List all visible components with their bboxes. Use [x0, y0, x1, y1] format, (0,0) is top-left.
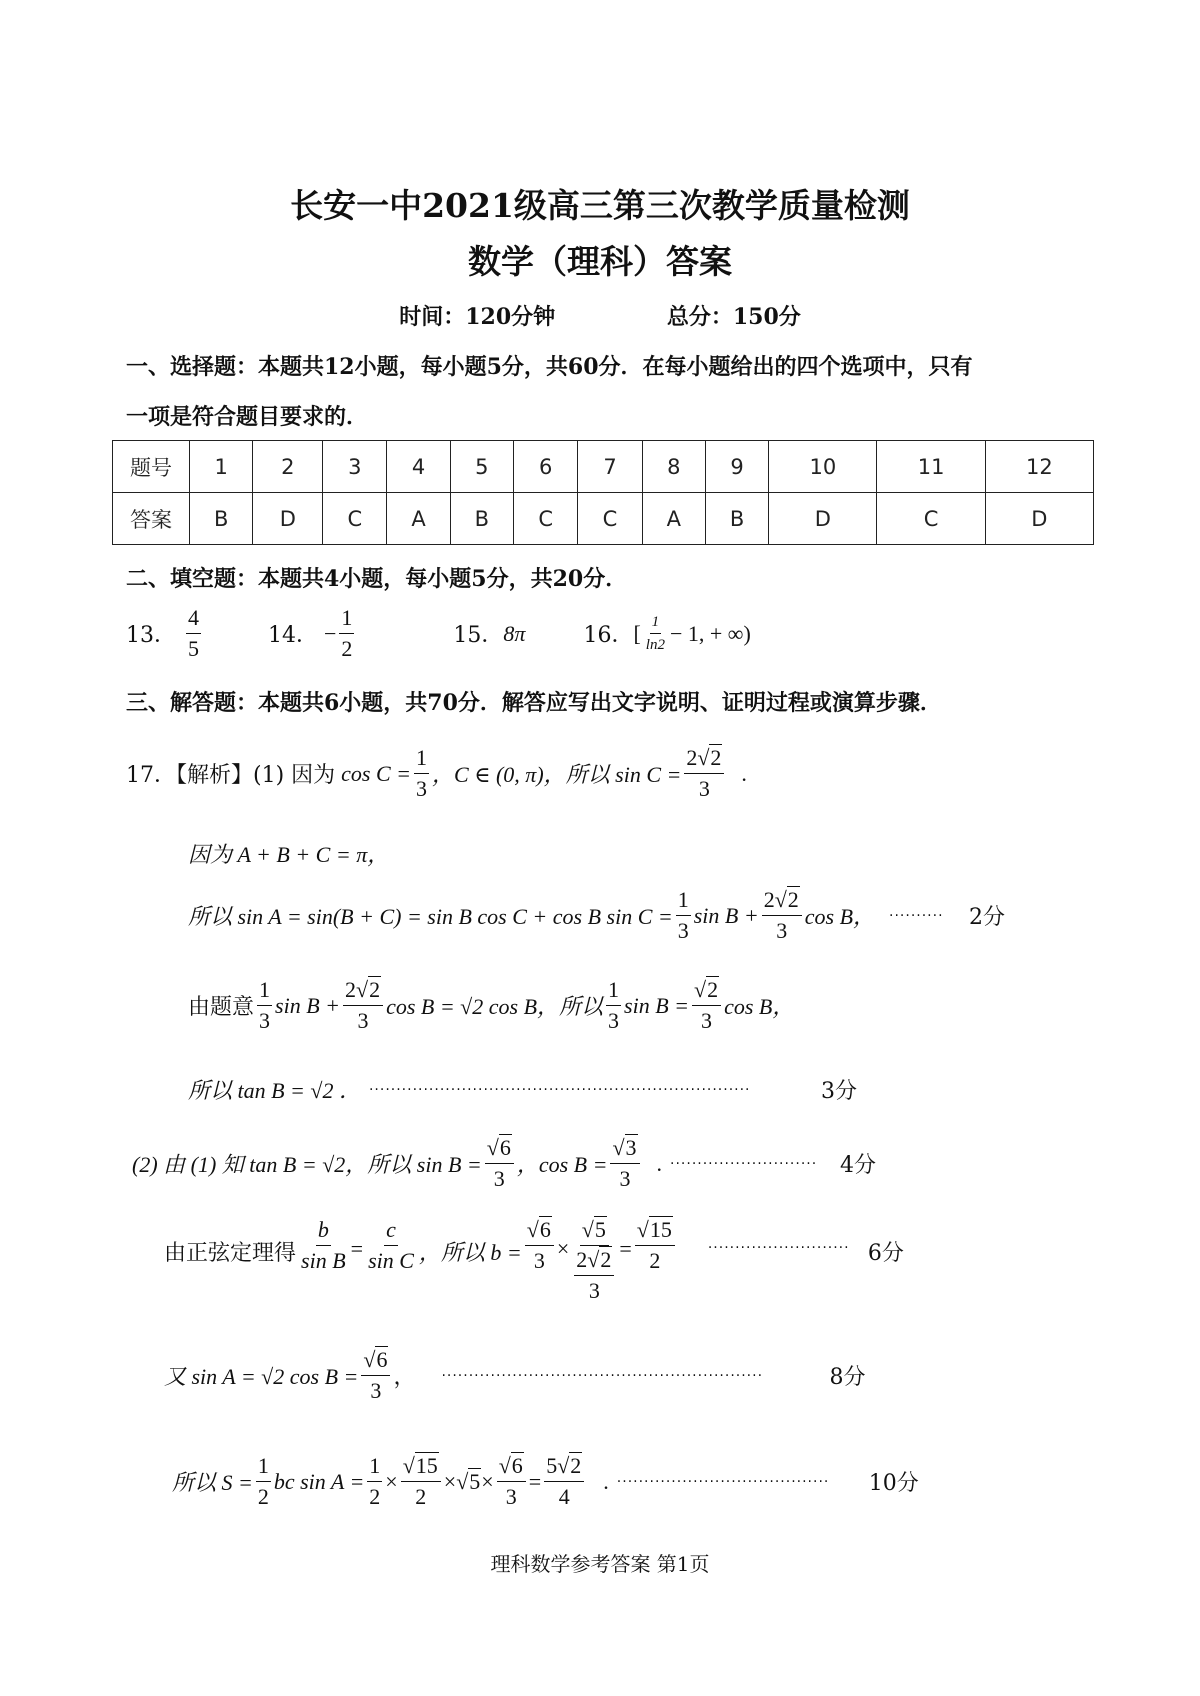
- answer-cell: C: [877, 493, 985, 545]
- question-number-cell: 9: [705, 441, 768, 493]
- section3-heading: 三、解答题：本题共6小题，共70分．解答应写出文字说明、证明过程或演算步骤．: [126, 690, 942, 716]
- exam-meta: [0, 300, 1200, 331]
- answer-cell: B: [705, 493, 768, 545]
- q17-line1: 17．【解析】(1) 因为 cos C = $\frac{1}{3}$ ，C ∈ (0, π)，所以 sin C = $\frac{2√2}{3}$ .: [126, 745, 747, 802]
- q16-denominator: ln2: [645, 637, 665, 654]
- answer-cell: D: [253, 493, 323, 545]
- q17-part2-area: 所以 S = $\frac{1}{2}$ bc sin A = $\frac{1}{2}$ × $\frac{√15}{2}$ ×√5× $\frac{√6}{3}$ = $\frac{5√2}{4}$ . ······································· 10分: [172, 1453, 919, 1510]
- answer-cell: C: [514, 493, 578, 545]
- answer-cell: D: [985, 493, 1093, 545]
- score-8: 8分: [829, 1365, 866, 1391]
- q17-label: 17．【解析】(1) 因为: [126, 763, 336, 789]
- question-number-cell: 1: [190, 441, 253, 493]
- q13-denominator: 5: [188, 636, 199, 662]
- section1-heading-line1: 一、选择题：本题共12小题，每小题5分，共60分．在每小题给出的四个选项中，只有: [126, 354, 973, 380]
- question-number-cell: 3: [323, 441, 387, 493]
- section1-heading-line2: 一项是符合题目要求的．: [126, 404, 369, 430]
- answer-cell: A: [387, 493, 450, 545]
- score-2: 2分: [969, 905, 1006, 931]
- q14-label: 14．: [268, 623, 318, 649]
- score-10: 10分: [868, 1471, 919, 1497]
- question-number-cell: 2: [253, 441, 323, 493]
- table-header-number: 题号: [113, 441, 190, 493]
- q15-label: 15．: [453, 623, 504, 649]
- question-number-cell: 6: [514, 441, 578, 493]
- score-6: 6分: [867, 1241, 904, 1266]
- question-number-cell: 11: [877, 441, 985, 493]
- q14-sign: −: [324, 620, 337, 646]
- fraction-one-third: $\frac{1}{3}$: [416, 745, 428, 802]
- answer-cell: C: [323, 493, 387, 545]
- page-footer: 理科数学参考答案 第1页: [490, 1552, 710, 1576]
- cos-c-expr: cos C =: [341, 760, 412, 786]
- q16-label: 16．: [583, 623, 634, 649]
- answer-cell: A: [642, 493, 705, 545]
- score-label: 总分：150分: [666, 304, 801, 330]
- question-number-cell: 4: [387, 441, 450, 493]
- q16-open-bracket: [: [633, 620, 641, 646]
- exam-title: 长安一中2021级高三第三次教学质量检测: [290, 186, 910, 225]
- q17-part2-line1: (2) 由 (1) 知 tan B = √2，所以 sin B = $\frac{√6}{3}$ ，cos B = $\frac{√3}{3}$ . ··························· 4分: [132, 1135, 877, 1192]
- tan-b-result: 所以 tan B = √2 ．: [188, 1078, 361, 1103]
- q16-rest: − 1, + ∞): [669, 620, 751, 646]
- q14-numerator: 1: [339, 606, 354, 634]
- answer-cell: C: [578, 493, 642, 545]
- q17-line2: 因为 A + B + C = π，: [188, 842, 390, 867]
- q17-line4: 由题意 $\frac{1}{3}$ sin B + $\frac{2√2}{3}$ cos B = √2 cos B，所以 $\frac{1}{3}$ sin B = $\frac{√2}{3}$ cos B，: [188, 977, 795, 1034]
- sin-a-expansion: 所以 sin A = sin(B + C) = sin B cos C + cos B sin C =: [188, 904, 673, 930]
- q13-numerator: 4: [186, 606, 201, 634]
- q16-numerator: 1: [650, 614, 662, 635]
- q13-answer: [186, 606, 201, 661]
- exam-subtitle: 数学（理科）答案: [468, 242, 732, 281]
- table-row-numbers: [113, 441, 1094, 493]
- q14-answer: [339, 606, 354, 661]
- table-header-answer: 答案: [113, 493, 190, 545]
- choice-answer-table: [112, 440, 1094, 545]
- question-number-cell: 10: [769, 441, 877, 493]
- q14-denominator: 2: [341, 636, 353, 662]
- q17-part2-sin-a: 又 sin A = √2 cos B = $\frac{√6}{3}$ ， ··························································· 8分: [164, 1347, 866, 1404]
- c-domain-expr: ，C ∈ (0, π)，所以 sin C =: [432, 762, 682, 788]
- answer-cell: B: [190, 493, 253, 545]
- question-number-cell: 12: [985, 441, 1093, 493]
- q17-line3: 所以 sin A = sin(B + C) = sin B cos C + cos B sin C = $\frac{1}{3}$ sin B + $\frac{2√2}{3}$ cos B， ·········· 2分: [188, 887, 1006, 944]
- answer-cell: B: [450, 493, 513, 545]
- fill-answers-row: [126, 606, 751, 661]
- score-3: 3分: [820, 1079, 857, 1104]
- q17-part2-law-of-sines: 由正弦定理得 $\frac{b}{\text{sin B}}$ = $\frac{c}{\text{sin C}}$ ，所以 b = $\frac{√6}{3}$ × √5 2√2 3 = $\frac{√15}{2}$ ·························· 6分: [164, 1217, 904, 1304]
- answer-cell: D: [769, 493, 877, 545]
- question-number-cell: 7: [578, 441, 642, 493]
- q15-answer: 8π: [503, 620, 526, 646]
- q16-fraction: [644, 614, 667, 654]
- q13-label: 13．: [126, 623, 176, 649]
- q17-line5: 所以 tan B = √2 ． ······································································ 3分: [188, 1074, 857, 1105]
- question-number-cell: 5: [450, 441, 513, 493]
- section2-heading: 二、填空题：本题共4小题，每小题5分，共20分．: [126, 566, 628, 592]
- score-4: 4分: [840, 1153, 877, 1179]
- fraction-two-root2-over3: $\frac{2√2}{3}$: [684, 746, 724, 801]
- table-row-answers: [113, 493, 1094, 545]
- question-number-cell: 8: [642, 441, 705, 493]
- time-label: 时间：120分钟: [399, 304, 556, 330]
